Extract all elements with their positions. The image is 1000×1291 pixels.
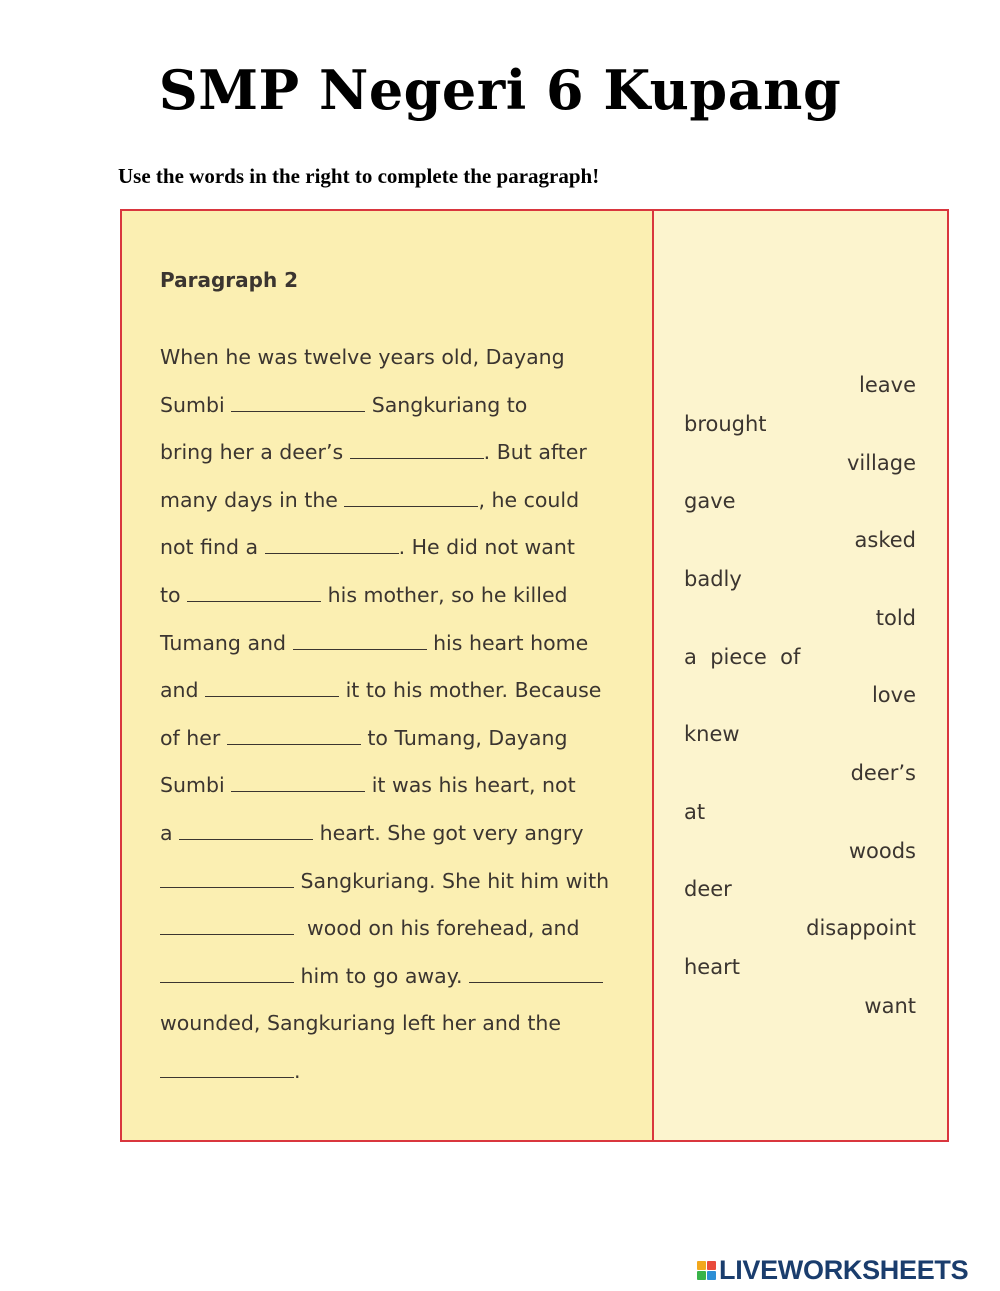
paragraph-line — [160, 726, 567, 750]
word-bank-item[interactable]: badly — [684, 567, 742, 591]
line-text: heart. She got very angry — [313, 821, 584, 845]
line-text: wounded, Sangkuriang left her and the — [160, 1011, 561, 1036]
word-bank-item[interactable]: woods — [848, 838, 916, 863]
answer-blank[interactable] — [160, 964, 294, 983]
logo-text: LIVEWORKSHEETS — [719, 1254, 969, 1285]
line-text: , he could — [478, 487, 580, 512]
word-bank-item[interactable]: village — [846, 450, 916, 475]
paragraph-line — [160, 869, 609, 893]
answer-blank[interactable] — [160, 869, 294, 888]
line-text: . — [294, 1059, 301, 1083]
word-bank-item[interactable]: at — [684, 799, 706, 824]
paragraph-line — [160, 916, 579, 940]
line-text: . He did not want — [398, 535, 575, 560]
line-text: him to go away. — [294, 963, 469, 988]
line-text: his mother, so he killed — [321, 583, 568, 607]
line-text: not find a — [160, 535, 265, 560]
line-text: and — [160, 678, 206, 703]
line-text: wood on his forehead, and — [294, 916, 580, 941]
word-bank-item[interactable]: want — [864, 993, 916, 1018]
answer-blank[interactable] — [344, 488, 478, 507]
line-text: Sangkuriang to — [365, 392, 528, 417]
line-text: Sumbi — [160, 773, 232, 798]
line-text: Tumang and — [160, 630, 293, 655]
paragraph-line — [160, 583, 568, 607]
answer-blank[interactable] — [179, 821, 313, 840]
line-text: his heart home — [426, 630, 589, 655]
line-text: Sumbi — [160, 392, 232, 417]
answer-blank[interactable] — [350, 440, 484, 459]
paragraph-line — [160, 631, 588, 655]
line-text: it was his heart, not — [365, 773, 576, 798]
answer-blank[interactable] — [293, 631, 427, 650]
word-bank-item[interactable]: asked — [854, 528, 916, 553]
line-text: many days in the — [160, 487, 345, 512]
word-bank-item[interactable]: deer — [684, 877, 732, 902]
word-bank-item[interactable]: brought — [684, 411, 767, 436]
answer-blank[interactable] — [160, 916, 294, 935]
line-text: When he was twelve years old, Dayang — [160, 345, 565, 369]
paragraph-line — [160, 393, 527, 417]
paragraph-line — [160, 345, 565, 369]
paragraph-line — [160, 821, 583, 845]
answer-blank[interactable] — [227, 726, 361, 745]
answer-blank[interactable] — [187, 583, 321, 602]
line-text: Sangkuriang. She hit him with — [294, 868, 610, 893]
paragraph-line — [160, 535, 575, 559]
line-text: bring her a deer’s — [160, 440, 350, 465]
line-text: of her — [160, 725, 227, 750]
instruction-text: Use the words in the right to complete the paragraph! — [118, 164, 600, 188]
logo-mark-icon — [697, 1261, 716, 1280]
paragraph-line — [160, 678, 601, 702]
paragraph-line — [160, 1011, 561, 1035]
answer-blank[interactable] — [205, 678, 339, 697]
paragraph-line — [160, 488, 579, 512]
line-text: . But after — [483, 440, 587, 465]
word-bank-item[interactable]: disappoint — [806, 916, 916, 941]
paragraph-line — [160, 1059, 301, 1083]
word-bank-item[interactable]: love — [871, 683, 916, 708]
answer-blank[interactable] — [231, 773, 365, 792]
paragraph-line — [160, 440, 587, 464]
answer-blank[interactable] — [160, 1059, 294, 1078]
word-bank-item[interactable]: deer’s — [850, 761, 916, 785]
word-bank-item[interactable]: gave — [684, 489, 736, 514]
word-bank-item[interactable]: a piece of — [684, 644, 801, 669]
word-bank-item[interactable]: knew — [684, 722, 740, 747]
line-text: to — [160, 583, 188, 607]
word-bank-item[interactable]: told — [875, 605, 916, 630]
paragraph-line — [160, 964, 603, 988]
line-text: it to his mother. Because — [339, 678, 602, 703]
page-title: SMP Negeri 6 Kupang — [158, 58, 842, 122]
word-bank-item[interactable]: heart — [684, 955, 740, 979]
answer-blank[interactable] — [231, 393, 365, 412]
liveworksheets-logo — [697, 1255, 968, 1285]
answer-blank[interactable] — [265, 535, 399, 554]
answer-blank[interactable] — [469, 964, 603, 983]
paragraph-heading: Paragraph 2 — [160, 268, 299, 292]
word-bank-item[interactable]: leave — [859, 373, 916, 397]
paragraph-line — [160, 773, 576, 797]
line-text: to Tumang, Dayang — [360, 725, 568, 750]
line-text: a — [160, 821, 180, 845]
